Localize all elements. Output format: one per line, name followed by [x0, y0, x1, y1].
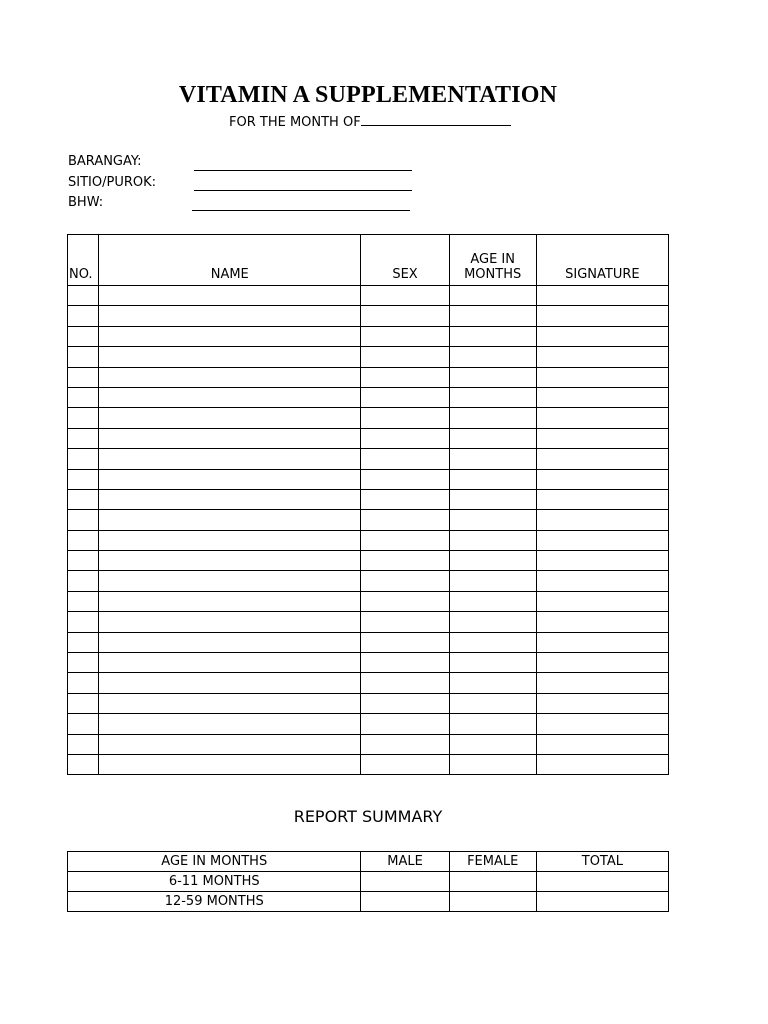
cell-sex[interactable] — [361, 387, 449, 407]
header-sex: SEX — [361, 235, 449, 286]
cell-name[interactable] — [99, 449, 361, 469]
cell-sex[interactable] — [361, 347, 449, 367]
cell-name[interactable] — [99, 489, 361, 509]
cell-name[interactable] — [99, 286, 361, 306]
cell-no[interactable] — [68, 367, 99, 387]
cell-no[interactable] — [68, 489, 99, 509]
summary-title: REPORT SUMMARY — [293, 807, 443, 826]
bhw-blank-line[interactable] — [192, 210, 410, 211]
sitio-purok-blank-line[interactable] — [194, 190, 412, 191]
cell-sex[interactable] — [361, 469, 449, 489]
cell-age[interactable] — [449, 286, 536, 306]
cell-sex[interactable] — [361, 653, 449, 673]
cell-sex[interactable] — [361, 530, 449, 550]
table-row — [68, 612, 669, 632]
cell-name[interactable] — [99, 754, 361, 774]
cell-signature[interactable] — [536, 469, 668, 489]
cell-signature[interactable] — [536, 714, 668, 734]
cell-name[interactable] — [99, 469, 361, 489]
cell-no[interactable] — [68, 734, 99, 754]
cell-sex[interactable] — [361, 714, 449, 734]
cell-age[interactable] — [449, 754, 536, 774]
cell-signature[interactable] — [536, 408, 668, 428]
cell-name[interactable] — [99, 551, 361, 571]
cell-no[interactable] — [68, 591, 99, 611]
cell-signature[interactable] — [536, 367, 668, 387]
cell-no[interactable] — [68, 632, 99, 652]
cell-signature[interactable] — [536, 693, 668, 713]
summary-header-male: MALE — [361, 852, 449, 872]
bhw-label: BHW: — [68, 195, 104, 210]
cell-age[interactable] — [449, 693, 536, 713]
form-title: VITAMIN A SUPPLEMENTATION — [178, 82, 558, 108]
cell-age[interactable] — [449, 632, 536, 652]
cell-age[interactable] — [449, 734, 536, 754]
cell-no[interactable] — [68, 306, 99, 326]
cell-sex[interactable] — [361, 673, 449, 693]
cell-name[interactable] — [99, 326, 361, 346]
cell-name[interactable] — [99, 530, 361, 550]
cell-signature[interactable] — [536, 449, 668, 469]
summary-header-age: AGE IN MONTHS — [68, 852, 361, 872]
table-row — [68, 326, 669, 346]
cell-sex[interactable] — [361, 734, 449, 754]
cell-no[interactable] — [68, 551, 99, 571]
summary-header-female: FEMALE — [449, 852, 536, 872]
table-row — [68, 489, 669, 509]
cell-age[interactable] — [449, 612, 536, 632]
cell-signature[interactable] — [536, 489, 668, 509]
cell-signature[interactable] — [536, 632, 668, 652]
cell-sex[interactable] — [361, 591, 449, 611]
cell-age[interactable] — [449, 510, 536, 530]
summary-cell-total[interactable] — [536, 892, 668, 912]
table-row — [68, 510, 669, 530]
cell-sex[interactable] — [361, 367, 449, 387]
cell-name[interactable] — [99, 387, 361, 407]
cell-sex[interactable] — [361, 612, 449, 632]
cell-age[interactable] — [449, 653, 536, 673]
cell-signature[interactable] — [536, 428, 668, 448]
table-row — [68, 449, 669, 469]
cell-sex[interactable] — [361, 306, 449, 326]
cell-name[interactable] — [99, 693, 361, 713]
cell-no[interactable] — [68, 428, 99, 448]
table-row — [68, 387, 669, 407]
cell-no[interactable] — [68, 653, 99, 673]
header-name: NAME — [99, 235, 361, 286]
table-row — [68, 428, 669, 448]
cell-age[interactable] — [449, 306, 536, 326]
cell-age[interactable] — [449, 367, 536, 387]
sitio-purok-label: SITIO/PUROK: — [68, 175, 156, 190]
cell-sex[interactable] — [361, 754, 449, 774]
table-header-row — [68, 235, 669, 286]
cell-no[interactable] — [68, 530, 99, 550]
cell-signature[interactable] — [536, 347, 668, 367]
cell-sex[interactable] — [361, 286, 449, 306]
cell-name[interactable] — [99, 653, 361, 673]
cell-age[interactable] — [449, 673, 536, 693]
table-row — [68, 551, 669, 571]
cell-name[interactable] — [99, 510, 361, 530]
cell-signature[interactable] — [536, 612, 668, 632]
table-row — [68, 591, 669, 611]
summary-cell-total[interactable] — [536, 872, 668, 892]
cell-signature[interactable] — [536, 754, 668, 774]
cell-sex[interactable] — [361, 693, 449, 713]
cell-age[interactable] — [449, 591, 536, 611]
cell-age[interactable] — [449, 408, 536, 428]
cell-age[interactable] — [449, 714, 536, 734]
table-row — [68, 571, 669, 591]
table-row — [68, 673, 669, 693]
summary-cell-male[interactable] — [361, 892, 449, 912]
cell-age[interactable] — [449, 347, 536, 367]
table-row — [68, 714, 669, 734]
cell-no[interactable] — [68, 693, 99, 713]
table-row — [68, 469, 669, 489]
cell-signature[interactable] — [536, 571, 668, 591]
cell-age[interactable] — [449, 530, 536, 550]
cell-signature[interactable] — [536, 591, 668, 611]
cell-name[interactable] — [99, 612, 361, 632]
cell-age[interactable] — [449, 571, 536, 591]
summary-cell-age: 6-11 MONTHS — [68, 872, 361, 892]
cell-no[interactable] — [68, 387, 99, 407]
table-row — [68, 693, 669, 713]
barangay-blank-line[interactable] — [194, 170, 412, 171]
summary-cell-female[interactable] — [449, 872, 536, 892]
table-row — [68, 347, 669, 367]
table-row — [68, 367, 669, 387]
cell-no[interactable] — [68, 326, 99, 346]
cell-signature[interactable] — [536, 326, 668, 346]
summary-cell-age: 12-59 MONTHS — [68, 892, 361, 912]
table-row — [68, 530, 669, 550]
summary-table — [67, 851, 669, 912]
recipients-table-body — [68, 286, 669, 775]
table-row — [68, 632, 669, 652]
header-no: NO. — [68, 235, 99, 286]
cell-signature[interactable] — [536, 551, 668, 571]
cell-name[interactable] — [99, 347, 361, 367]
cell-no[interactable] — [68, 347, 99, 367]
table-row — [68, 286, 669, 306]
cell-sex[interactable] — [361, 489, 449, 509]
cell-sex[interactable] — [361, 428, 449, 448]
cell-no[interactable] — [68, 673, 99, 693]
cell-age[interactable] — [449, 428, 536, 448]
table-row — [68, 408, 669, 428]
cell-sex[interactable] — [361, 408, 449, 428]
summary-row — [68, 892, 669, 912]
cell-age[interactable] — [449, 489, 536, 509]
cell-age[interactable] — [449, 469, 536, 489]
cell-signature[interactable] — [536, 734, 668, 754]
header-signature: SIGNATURE — [536, 235, 668, 286]
cell-no[interactable] — [68, 408, 99, 428]
cell-signature[interactable] — [536, 286, 668, 306]
cell-name[interactable] — [99, 408, 361, 428]
cell-no[interactable] — [68, 571, 99, 591]
header-age-in-months — [449, 235, 536, 286]
cell-no[interactable] — [68, 449, 99, 469]
table-row — [68, 754, 669, 774]
table-row — [68, 653, 669, 673]
summary-cell-female[interactable] — [449, 892, 536, 912]
cell-sex[interactable] — [361, 551, 449, 571]
cell-no[interactable] — [68, 469, 99, 489]
cell-name[interactable] — [99, 591, 361, 611]
cell-sex[interactable] — [361, 632, 449, 652]
cell-name[interactable] — [99, 673, 361, 693]
summary-header-row — [68, 852, 669, 872]
summary-row — [68, 872, 669, 892]
cell-signature[interactable] — [536, 673, 668, 693]
cell-sex[interactable] — [361, 510, 449, 530]
cell-signature[interactable] — [536, 653, 668, 673]
header-age-line1: AGE IN — [470, 252, 515, 267]
month-label: FOR THE MONTH OF — [229, 115, 361, 130]
cell-age[interactable] — [449, 326, 536, 346]
cell-signature[interactable] — [536, 387, 668, 407]
cell-no[interactable] — [68, 510, 99, 530]
cell-sex[interactable] — [361, 571, 449, 591]
barangay-label: BARANGAY: — [68, 154, 142, 169]
cell-no[interactable] — [68, 714, 99, 734]
cell-no[interactable] — [68, 754, 99, 774]
summary-cell-male[interactable] — [361, 872, 449, 892]
table-row — [68, 306, 669, 326]
cell-signature[interactable] — [536, 530, 668, 550]
cell-signature[interactable] — [536, 510, 668, 530]
cell-age[interactable] — [449, 387, 536, 407]
cell-name[interactable] — [99, 428, 361, 448]
cell-age[interactable] — [449, 449, 536, 469]
cell-name[interactable] — [99, 367, 361, 387]
cell-name[interactable] — [99, 632, 361, 652]
cell-age[interactable] — [449, 551, 536, 571]
cell-name[interactable] — [99, 714, 361, 734]
cell-name[interactable] — [99, 571, 361, 591]
cell-name[interactable] — [99, 734, 361, 754]
month-blank-line[interactable] — [361, 113, 511, 126]
cell-sex[interactable] — [361, 449, 449, 469]
cell-no[interactable] — [68, 286, 99, 306]
summary-header-total: TOTAL — [536, 852, 668, 872]
header-age-line2: MONTHS — [464, 267, 522, 282]
cell-signature[interactable] — [536, 306, 668, 326]
cell-no[interactable] — [68, 612, 99, 632]
recipients-table — [67, 234, 669, 775]
cell-name[interactable] — [99, 306, 361, 326]
cell-sex[interactable] — [361, 326, 449, 346]
month-field — [229, 113, 511, 130]
table-row — [68, 734, 669, 754]
